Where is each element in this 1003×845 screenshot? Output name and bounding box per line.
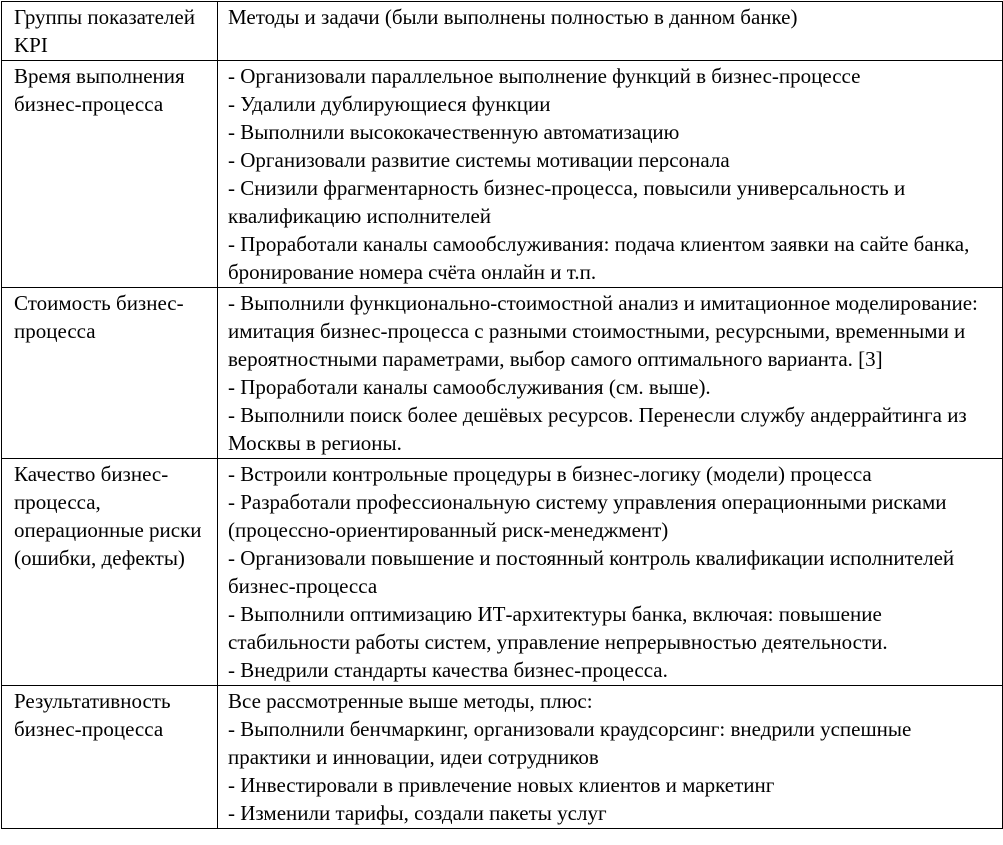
- method-item: - Внедрили стандарты качества бизнес-процесса.: [228, 658, 668, 682]
- method-item: - Организовали параллельное выполнение функций в бизнес-процессе: [228, 64, 861, 88]
- methods-cell: [218, 288, 1003, 459]
- table-header-row: [2, 2, 1003, 61]
- table-row: [2, 61, 1003, 288]
- table-row: [2, 288, 1003, 459]
- kpi-group-cell: Время выполнения бизнес-процесса: [2, 61, 218, 288]
- method-item: - Выполнили функционально-стоимостной анализ и имитационное моделирование: имитация бизнес-процесса с разными стоимостными, ресурсными, временными и вероятностными параметрами, выбор самого оптимального варианта. [3]: [228, 291, 978, 371]
- methods-cell: [218, 686, 1003, 829]
- method-item: - Встроили контрольные процедуры в бизнес-логику (модели) процесса: [228, 462, 872, 486]
- method-item: - Выполнили оптимизацию ИТ-архитектуры банка, включая: повышение стабильности работы систем, управление непрерывностью деятельности.: [228, 602, 888, 654]
- kpi-methods-table: [1, 1, 1003, 829]
- header-kpi-groups: Группы показателей KPI: [2, 2, 218, 61]
- method-item: - Выполнили бенчмаркинг, организовали краудсорсинг: внедрили успешные практики и инновации, идеи сотрудников: [228, 717, 912, 769]
- method-item: - Разработали профессиональную систему управления операционными рисками (процессно-ориентированный риск-менеджмент): [228, 490, 947, 542]
- methods-cell: [218, 459, 1003, 686]
- method-item: - Проработали каналы самообслуживания (см. выше).: [228, 375, 711, 399]
- kpi-group-cell: Стоимость бизнес-процесса: [2, 288, 218, 459]
- method-item: - Выполнили высококачественную автоматизацию: [228, 120, 680, 144]
- method-item: - Снизили фрагментарность бизнес-процесса, повысили универсальность и квалификацию исполнителей: [228, 176, 906, 228]
- kpi-group-cell: Результативность бизнес-процесса: [2, 686, 218, 829]
- method-item: - Проработали каналы самообслуживания: подача клиентом заявки на сайте банка, бронирование номера счёта онлайн и т.п.: [228, 232, 970, 284]
- method-item: - Удалили дублирующиеся функции: [228, 92, 551, 116]
- method-item: - Выполнили поиск более дешёвых ресурсов. Перенесли службу андеррайтинга из Москвы в регионы.: [228, 403, 967, 455]
- method-item: - Изменили тарифы, создали пакеты услуг: [228, 801, 607, 825]
- method-item: - Организовали повышение и постоянный контроль квалификации исполнителей бизнес-процесса: [228, 546, 955, 598]
- table-row: [2, 686, 1003, 829]
- methods-cell: [218, 61, 1003, 288]
- method-item: - Инвестировали в привлечение новых клиентов и маркетинг: [228, 773, 775, 797]
- kpi-group-cell: Качество бизнес-процесса, операционные риски (ошибки, дефекты): [2, 459, 218, 686]
- method-item: Все рассмотренные выше методы, плюс:: [228, 689, 593, 713]
- header-methods-tasks: Методы и задачи (были выполнены полностью в данном банке): [218, 2, 1003, 61]
- method-item: - Организовали развитие системы мотивации персонала: [228, 148, 730, 172]
- table-row: [2, 459, 1003, 686]
